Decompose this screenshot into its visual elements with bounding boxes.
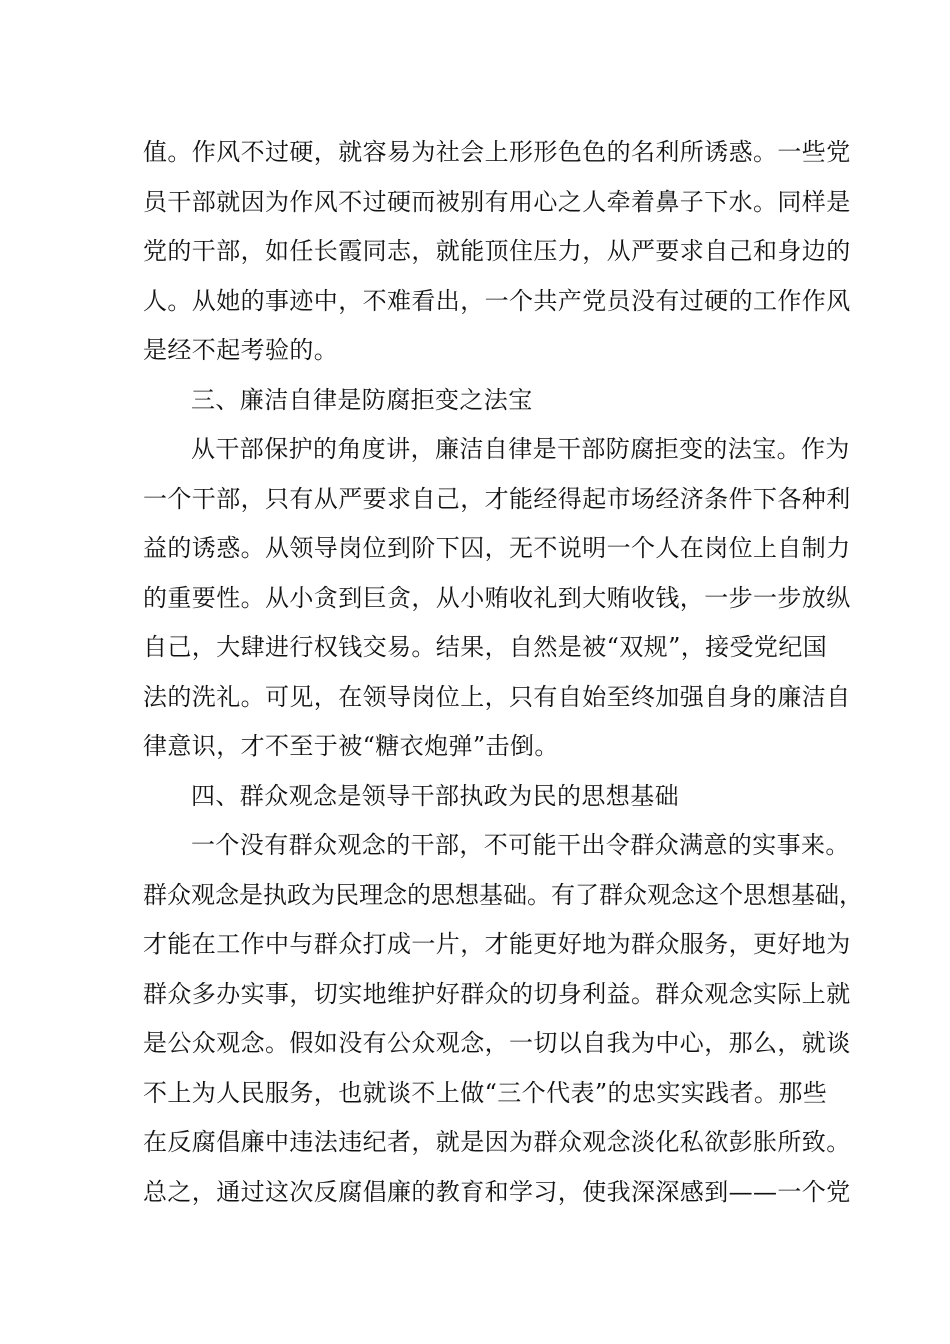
text-line: 法的洗礼。可见，在领导岗位上，只有自始至终加强自身的廉洁自 bbox=[143, 682, 851, 711]
body-text bbox=[143, 128, 863, 1217]
section-heading: 四、群众观念是领导干部执政为民的思想基础 bbox=[191, 781, 679, 810]
text-line: 益的诱惑。从领导岗位到阶下囚，无不说明一个人在岗位上自制力 bbox=[143, 534, 851, 562]
text-line: 不上为人民服务，也就谈不上做“三个代表”的忠实实践者。那些 bbox=[143, 1078, 828, 1107]
text-line: 一个没有群众观念的干部，不可能干出令群众满意的实事来。 bbox=[191, 831, 850, 859]
text-line: 一个干部，只有从严要求自己，才能经得起市场经济条件下各种利 bbox=[143, 484, 851, 513]
text-line: 的重要性。从小贪到巨贪，从小贿收礼到大贿收钱，一步一步放纵 bbox=[143, 583, 851, 612]
text-line: 从干部保护的角度讲，廉洁自律是干部防腐拒变的法宝。作为 bbox=[191, 435, 850, 463]
text-line: 是公众观念。假如没有公众观念，一切以自我为中心，那么，就谈 bbox=[143, 1029, 851, 1057]
text-line: 值。作风不过硬，就容易为社会上形形色色的名利所诱惑。一些党 bbox=[143, 138, 851, 166]
text-line: 群众观念是执政为民理念的思想基础。有了群众观念这个思想基础， bbox=[143, 880, 863, 909]
text-line: 员干部就因为作风不过硬而被别有用心之人牵着鼻子下水。同样是 bbox=[143, 187, 851, 216]
text-line: 自己，大肆进行权钱交易。结果，自然是被“双规”，接受党纪国 bbox=[143, 633, 828, 661]
text-line: 群众多办实事，切实地维护好群众的切身利益。群众观念实际上就 bbox=[143, 979, 851, 1008]
section-heading: 三、廉洁自律是防腐拒变之法宝 bbox=[191, 385, 533, 414]
text-line: 律意识，才不至于被“糖衣炮弹”击倒。 bbox=[143, 732, 559, 760]
text-line: 总之，通过这次反腐倡廉的教育和学习，使我深深感到——一个党 bbox=[143, 1177, 851, 1206]
text-line: 在反腐倡廉中违法违纪者，就是因为群众观念淡化私欲彭胀所致。 bbox=[143, 1128, 851, 1156]
text-line: 人。从她的事迹中，不难看出，一个共产党员没有过硬的工作作风 bbox=[143, 286, 851, 315]
text-line: 才能在工作中与群众打成一片，才能更好地为群众服务，更好地为 bbox=[143, 930, 851, 958]
text-line: 党的干部，如任长霞同志，就能顶住压力，从严要求自己和身边的 bbox=[143, 237, 851, 265]
text-line: 是经不起考验的。 bbox=[143, 336, 339, 364]
